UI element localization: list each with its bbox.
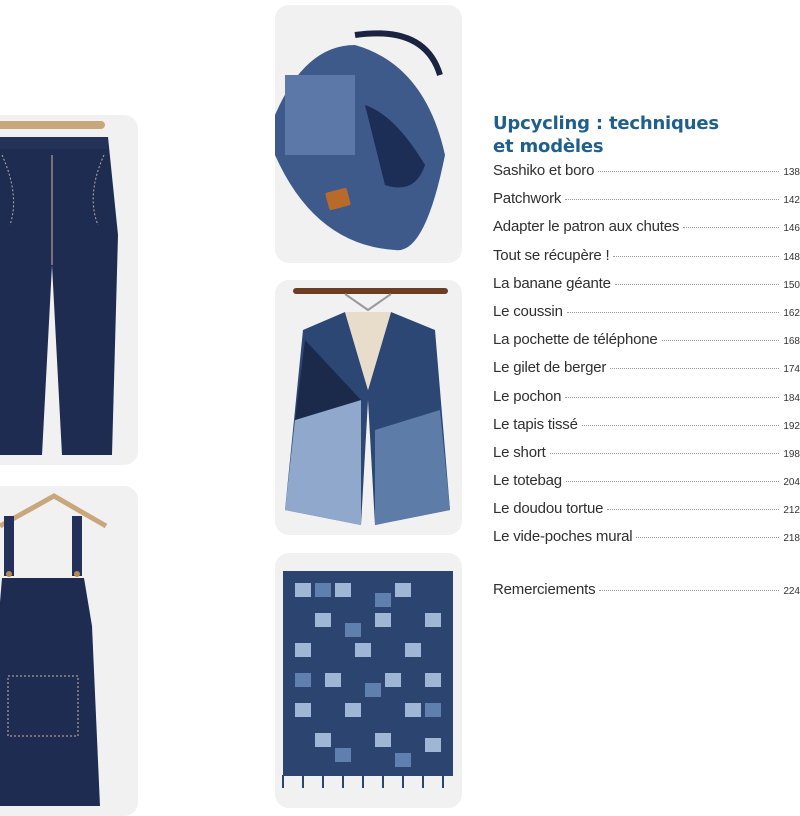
dot-leader (599, 590, 779, 591)
toc-title (493, 112, 800, 158)
toc-entry-page: 184 (783, 392, 800, 404)
toc-entry-label: Le coussin (493, 302, 563, 320)
toc-entry-remerciements[interactable] (493, 581, 800, 609)
toc-entry[interactable] (493, 388, 800, 416)
toc-entry-label: Tout se récupère ! (493, 246, 610, 264)
toc-entry-page: 212 (783, 505, 800, 517)
toc-entry-page: 146 (783, 223, 800, 235)
toc-entry[interactable] (493, 528, 800, 556)
toc-entry-label: La pochette de téléphone (493, 331, 658, 349)
toc-entry[interactable] (493, 444, 800, 472)
toc-entry-label: La banane géante (493, 274, 611, 292)
toc-entry-label: Remerciements (493, 580, 596, 598)
toc-entry-page: 204 (783, 477, 800, 489)
overall-dress-photo (0, 486, 138, 816)
dot-leader (566, 481, 779, 482)
dot-leader (582, 425, 780, 426)
toc-entry-label: Adapter le patron aux chutes (493, 218, 680, 236)
toc-entry[interactable] (493, 247, 800, 275)
toc-entry-page: 168 (783, 336, 800, 348)
toc-entry-label: Le totebag (493, 472, 562, 490)
toc-entry-page: 198 (783, 448, 800, 460)
trousers-photo-icon (0, 115, 138, 465)
dot-leader (636, 537, 779, 538)
dot-leader (613, 256, 779, 257)
toc-entry-page: 224 (783, 585, 800, 597)
trousers-photo (0, 115, 138, 465)
toc-entry-label: Sashiko et boro (493, 162, 595, 179)
dot-leader (565, 397, 779, 398)
dot-leader (550, 453, 780, 454)
toc-entry[interactable] (493, 416, 800, 444)
toc-entry-label: Le short (493, 443, 546, 461)
toc-entry-label: Le doudou tortue (493, 500, 604, 518)
toc-entry-page: 162 (783, 307, 800, 319)
toc-entry-label: Le gilet de berger (493, 359, 607, 377)
toc-entry[interactable] (493, 472, 800, 500)
toc-entry-label: Le vide-poches mural (493, 528, 633, 546)
toc-entry[interactable] (493, 162, 800, 190)
toc-entry[interactable] (493, 218, 800, 246)
banana-bag-photo (275, 5, 462, 263)
dot-leader (610, 368, 779, 369)
dot-leader (567, 312, 780, 313)
dot-leader (615, 284, 780, 285)
overall-dress-photo-icon (0, 486, 138, 816)
toc-entry-page: 138 (783, 167, 800, 178)
woven-rug-photo-icon (275, 553, 462, 808)
toc-title-line2: et modèles (493, 136, 604, 157)
toc-entry-page: 150 (783, 279, 800, 291)
dot-leader (607, 509, 779, 510)
banana-bag-photo-icon (275, 5, 462, 263)
toc-list (493, 162, 800, 557)
dot-leader (565, 199, 779, 200)
table-of-contents (493, 112, 800, 609)
dot-leader (683, 227, 779, 228)
dot-leader (662, 340, 780, 341)
shepherd-vest-photo-icon (275, 280, 462, 535)
toc-entry-page: 218 (783, 533, 800, 545)
toc-entry[interactable] (493, 190, 800, 218)
dot-leader (598, 171, 779, 172)
toc-entry-page: 148 (783, 251, 800, 263)
toc-entry[interactable] (493, 500, 800, 528)
toc-entry[interactable] (493, 303, 800, 331)
shepherd-vest-photo (275, 280, 462, 535)
toc-entry-label: Le tapis tissé (493, 415, 578, 433)
toc-entry-page: 142 (783, 195, 800, 207)
toc-entry[interactable] (493, 275, 800, 303)
toc-entry-page: 192 (783, 420, 800, 432)
toc-title-line1: Upcycling : techniques (493, 113, 719, 134)
toc-entry-page: 174 (783, 364, 800, 376)
toc-entry[interactable] (493, 331, 800, 359)
woven-rug-photo (275, 553, 462, 808)
toc-entry-label: Le pochon (493, 387, 562, 405)
toc-entry[interactable] (493, 359, 800, 387)
toc-entry-label: Patchwork (493, 190, 562, 208)
